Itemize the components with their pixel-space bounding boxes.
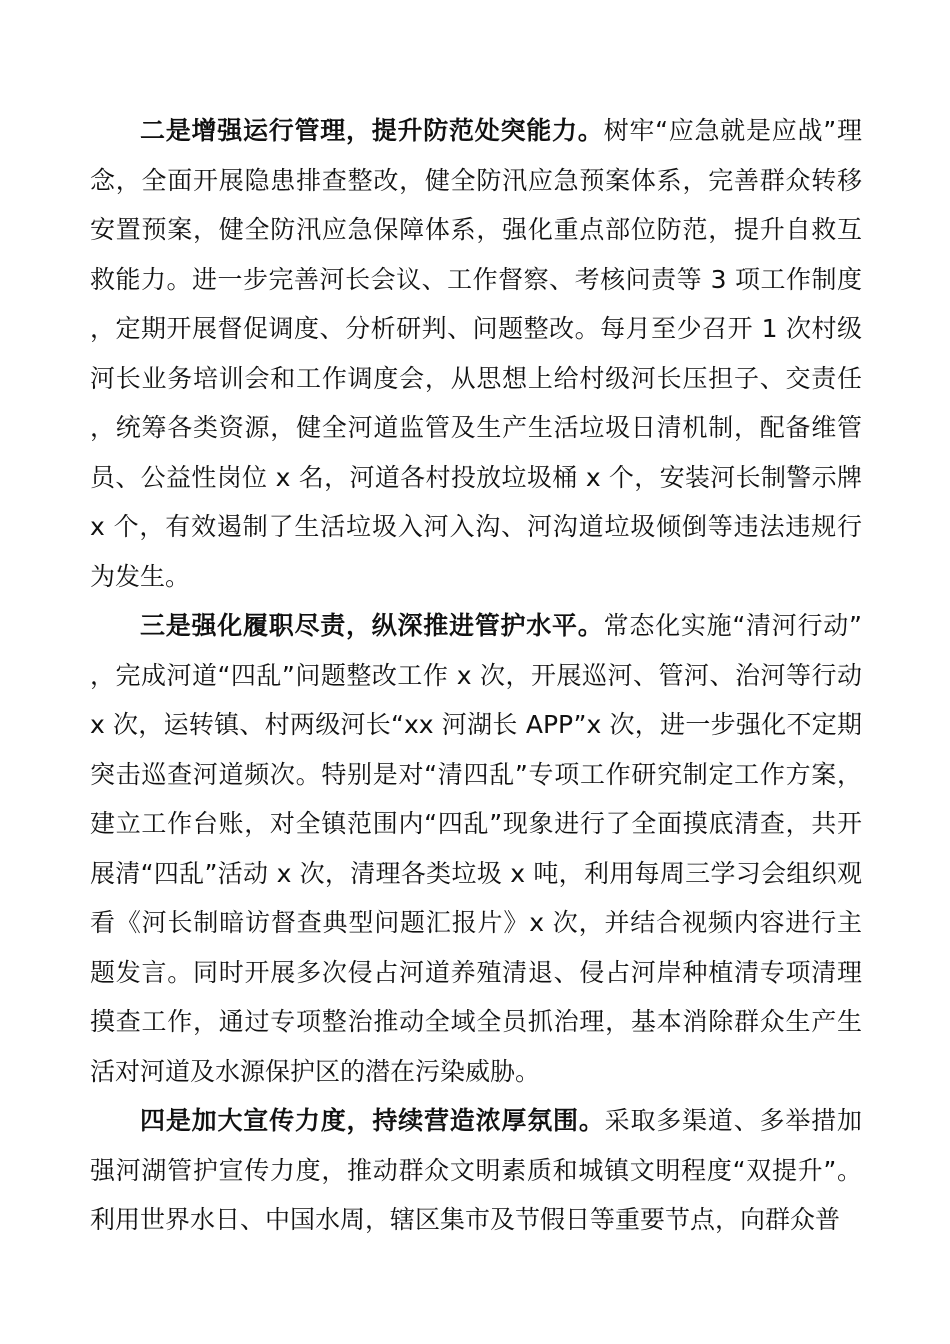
document-page [90, 106, 862, 1245]
paragraph-body: 采取多渠道、多举措加强河湖管护宣传力度，推动群众文明素质和城镇文明程度“双提升”。利用世界水日、中国水周，辖区集市及节假日等重要节点，向群众普 [90, 1106, 862, 1234]
paragraph-body: 常态化实施“清河行动”，完成河道“四乱”问题整改工作 x 次，开展巡河、管河、治河等行动 x 次，运转镇、村两级河长“xx 河湖长 APP”x 次，进一步强化不定期突击巡查河道频次。特别是对“清四乱”专项工作研究制定工作方案，建立工作台账，对全镇范围内“四乱”现象进行了全面摸底清查，共开展清“四乱”活动 x 次，清理各类垃圾 x 吨，利用每周三学习会组织观看《河长制暗访督查典型问题汇报片》x 次，并结合视频内容进行主题发言。同时开展多次侵占河道养殖清退、侵占河岸种植清专项清理摸查工作，通过专项整治推动全域全员抓治理，基本消除群众生产生活对河道及水源保护区的潜在污染威胁。 [90, 611, 862, 1086]
paragraph-publicity [90, 1096, 862, 1245]
paragraph-operation-management [90, 106, 862, 601]
paragraph-heading: 四是加大宣传力度，持续营造浓厚氛围。 [140, 1106, 605, 1135]
paragraph-heading: 二是增强运行管理，提升防范处突能力。 [140, 116, 604, 145]
paragraph-body: 树牢“应急就是应战”理念，全面开展隐患排查整改，健全防汛应急预案体系，完善群众转移安置预案，健全防汛应急保障体系，强化重点部位防范，提升自救互救能力。进一步完善河长会议、工作督察、考核问责等 3 项工作制度，定期开展督促调度、分析研判、问题整改。每月至少召开 1 次村级河长业务培训会和工作调度会，从思想上给村级河长压担子、交责任，统筹各类资源，健全河道监管及生产生活垃圾日清机制，配备维管员、公益性岗位 x 名，河道各村投放垃圾桶 x 个，安装河长制警示牌 x 个，有效遏制了生活垃圾入河入沟、河沟道垃圾倾倒等违法违规行为发生。 [90, 116, 862, 591]
paragraph-heading: 三是强化履职尽责，纵深推进管护水平。 [140, 611, 604, 640]
paragraph-duty-performance [90, 601, 862, 1096]
